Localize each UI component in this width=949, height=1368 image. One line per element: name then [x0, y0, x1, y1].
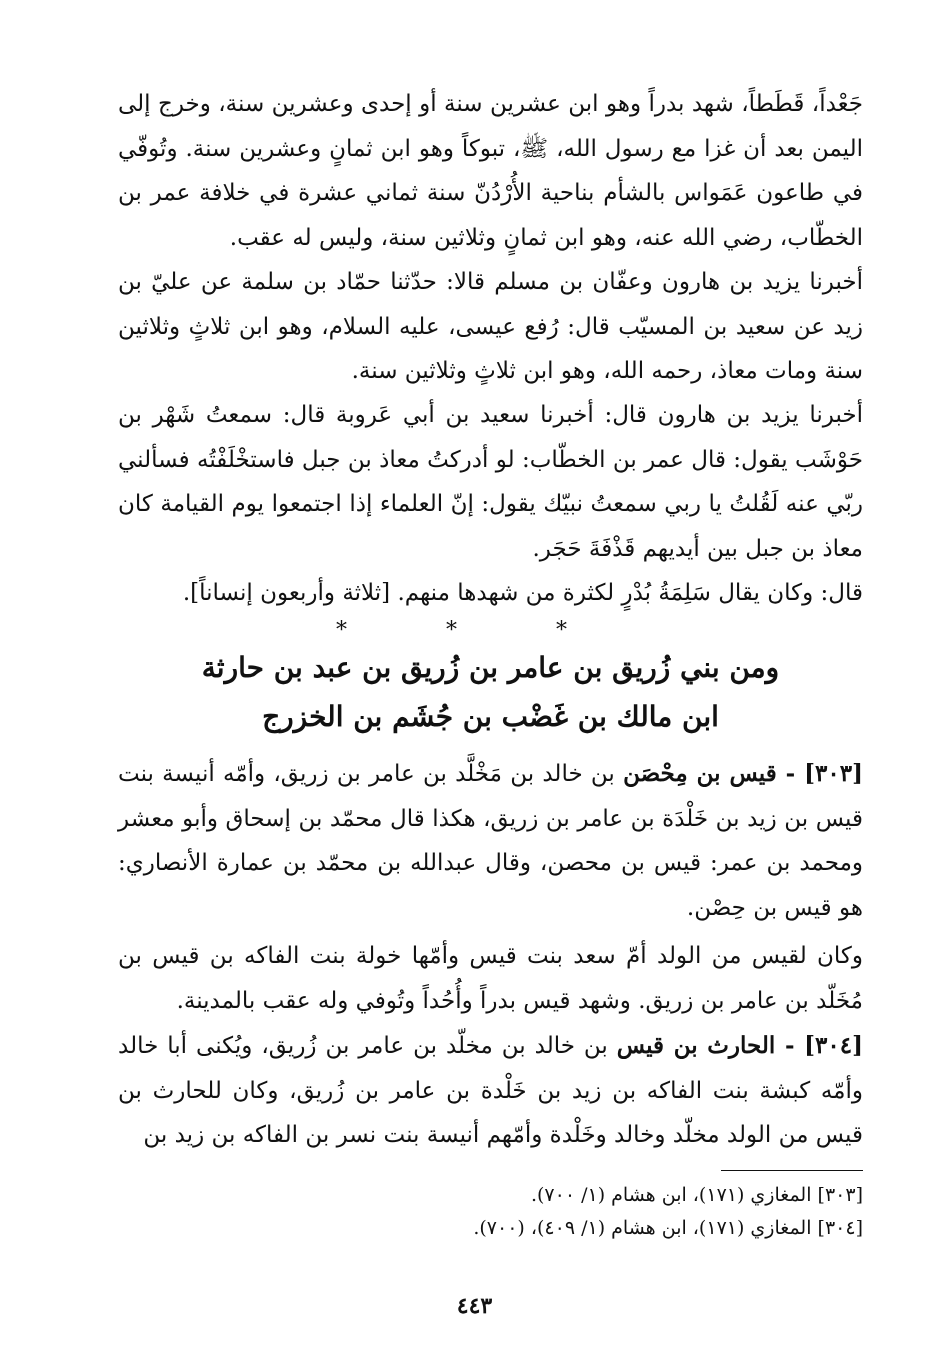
section-separator: * * *	[336, 618, 613, 643]
entry-name: قيس بن مِحْصَن	[623, 760, 777, 787]
entry-text: بن خالد بن مَخْلَّد بن عامر بن زريق، وأمّه أنيسة بنت قيس بن زيد بن خَلْدَة بن عامر بن زريق، هكذا قال محمّد بن إسحاق وأبو معشر ومحمد بن عمر: قيس بن محصن، وقال عبدالله بن محمّد بن عمارة الأنصاري: هو قيس بن حِصْن.	[118, 761, 863, 921]
paragraph-2: أخبرنا يزيد بن هارون وعفّان بن مسلم قالا: حدّثنا حمّاد بن سلمة عن عليّ بن زيد عن سعيد بن المسيّب قال: رُفع عيسى، عليه السلام، وهو ابن ثلاثٍ وثلاثين سنة ومات معاذ، رحمه الله، وهو ابن ثلاثٍ وثلاثين سنة.	[118, 269, 863, 384]
paragraph-3: أخبرنا يزيد بن هارون قال: أخبرنا سعيد بن أبي عَروبة قال: سمعتُ شَهْر بن حَوْشَب يقول: قال عمر بن الخطّاب: لو أدركتُ معاذ بن جبل فاستخْلَفْتُه فسألني ربّي عنه لَقُلتُ يا ربي سمعتُ نبيّك يقول: إنّ العلماء إذا اجتمعوا يوم القيامة كان معاذ بن جبل بين أيديهم قَذْفَةَ حَجَر.	[118, 402, 863, 562]
entry-number: [٣٠٣]	[804, 760, 863, 787]
section-heading-line-2: ابن مالك بن غَضْب بن جُشَم بن الخزرج	[262, 700, 719, 733]
page-number: ٤٤٣	[456, 1293, 493, 1319]
section-heading-line-1: ومن بني زُريق بن عامر بن زُريق بن عبد بن حارثة	[201, 651, 780, 684]
paragraph-4: قال: وكان يقال سَلِمَةُ بُدْرٍ لكثرة من شهدها منهم. [ثلاثة وأربعون إنساناً].	[182, 580, 863, 606]
entry-304	[118, 1024, 863, 1158]
paragraph-1: جَعْداً، قَطَطاً، شهد بدراً وهو ابن عشرين سنة أو إحدى وعشرين سنة، وخرج إلى اليمن بعد أن غزا مع رسول الله، ﷺ، تبوكاً وهو ابن ثمانٍ وعشرين سنة. وتُوفّي في طاعون عَمَواس بالشأم بناحية الأُرْدُنّ سنة ثماني عشرة في خلافة عمر بن الخطّاب، رضي الله عنه، وهو ابن ثمانٍ وثلاثين سنة، وليس له عقب.	[118, 91, 863, 251]
entry-text: بن خالد بن مخلّد بن عامر بن زُريق، ويُكنى أبا خالد وأمّه كبشة بنت الفاكه بن زيد بن خَلْدة بن عامر بن زُريق، وكان للحارث بن قيس من الولد مخلّد وخالد وخَلْدة وأمّهم أنيسة بنت نسر بن الفاكه بن زيد بن	[118, 1033, 863, 1148]
entry-dash: -	[776, 760, 805, 787]
entry-303-continuation: وكان لقيس من الولد أمّ سعد بنت قيس وأمّها خولة بنت الفاكه بن قيس بن مُخَلّد بن عامر بن زريق. وشهد قيس بدراً وأُحُداً وتُوفي وله عقب بالمدينة.	[118, 943, 863, 1014]
entry-name: الحارث بن قيس	[616, 1032, 776, 1059]
footnote-303: [٣٠٣] المغازي (١٧١)، ابن هشام (١/ ٧٠٠).	[530, 1184, 863, 1206]
entry-dash: -	[775, 1032, 805, 1059]
footnote-divider	[721, 1170, 863, 1171]
entry-number: [٣٠٤]	[804, 1032, 863, 1059]
entry-303	[118, 752, 863, 930]
footnote-304: [٣٠٤] المغازي (١٧١)، ابن هشام (١/ ٤٠٩)، (٧٠٠).	[473, 1217, 863, 1239]
